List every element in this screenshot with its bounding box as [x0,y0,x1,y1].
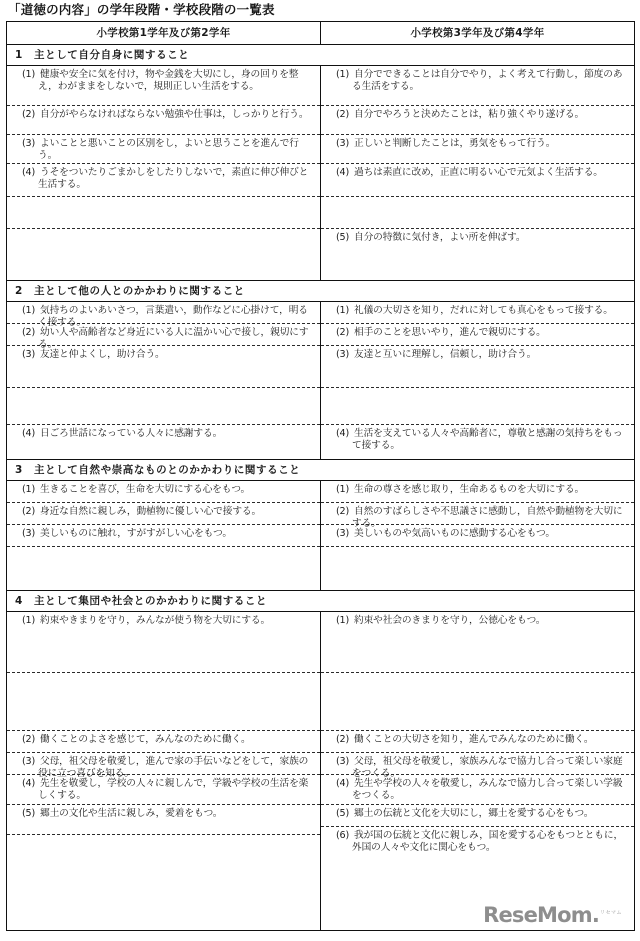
item-text: 生きることを喜び，生命を大切にする心をもつ。 [40,484,251,495]
item-number: (1) [22,69,35,80]
content-item [7,481,320,503]
item-number: (3) [336,756,349,767]
item-text: 先生や学校の人々を敬愛し，みんなで協力し合って楽しい学級をつくる。 [352,778,623,802]
item-number: (2) [22,109,35,120]
item-number: (1) [22,615,35,626]
item-number: (4) [22,428,35,439]
item-text: 父母，祖父母を敬愛し，進んで家の手伝いなどをして，家族の役に立つ喜びを知る。 [38,756,309,780]
section-3-right-column [321,481,635,591]
item-number: (4) [336,428,349,439]
item-number: (2) [336,734,349,745]
item-number: (4) [336,167,349,178]
content-item [7,346,320,388]
section-content-row [7,481,635,591]
item-text: 自分でできることは自分でやり，よく考えて行動し，節度のある生活をする。 [352,69,623,93]
section-3-left-column [7,481,321,591]
item-text: 約束や社会のきまりを守り，公徳心をもつ。 [354,615,546,626]
content-item [321,346,634,388]
item-number: (4) [22,167,35,178]
content-item [321,66,634,106]
section-heading-4: 4 主として集団や社会とのかかわりに関すること [7,591,635,612]
item-text: 正しいと判断したことは，勇気をもって行う。 [354,138,556,149]
item-text: 過ちは素直に改め，正直に明るい心で元気よく生活する。 [354,167,603,178]
content-item-spacer [7,835,320,930]
item-number: (3) [336,528,349,539]
item-text: 友達と仲よくし，助け合う。 [40,349,165,360]
item-text: 働くことのよさを感じて，みんなのために働く。 [40,734,251,745]
section-content-row [7,66,635,281]
content-item [7,775,320,805]
item-text: 身近な自然に親しみ，動植物に優しい心で接する。 [40,506,262,517]
item-number: (3) [22,349,35,360]
content-item-spacer [321,388,634,425]
content-item-spacer [321,547,634,590]
item-text: 我が国の伝統と文化に親しみ，国を愛する心をもつとともに，外国の人々や文化に関心をもつ。 [352,830,624,854]
content-item-spacer [7,229,320,280]
item-number: (3) [336,138,349,149]
item-number: (3) [22,138,35,149]
content-item-spacer [321,197,634,229]
item-stack [321,302,634,459]
watermark-ruby: リセマム [600,910,622,916]
item-text: 日ごろ世話になっている人々に感謝する。 [40,428,223,439]
item-text: 健康や安全に気を付け，物や金銭を大切にし，身の回りを整え，わがままをしないで，規則正しい生活をする。 [38,69,299,93]
item-text: 郷土の伝統と文化を大切にし，郷土を愛する心をもつ。 [354,808,594,819]
column-header-1: 小学校第1学年及び第2学年 [7,22,321,45]
content-item [321,164,634,197]
content-item [321,229,634,280]
item-number: (1) [22,305,35,316]
item-stack [7,66,320,280]
item-stack [321,612,634,930]
section-content-row [7,302,635,460]
item-number: (5) [336,232,349,243]
item-text: 働くことの大切さを知り，進んでみんなのために働く。 [354,734,594,745]
content-item [321,425,634,459]
content-item [321,324,634,346]
content-item [321,135,634,164]
content-item [321,481,634,503]
section-heading-2: 2 主として他の人とのかかわりに関すること [7,281,635,302]
item-number: (1) [22,484,35,495]
item-number: (2) [22,734,35,745]
item-number: (3) [22,528,35,539]
item-stack [7,302,320,459]
content-item [321,731,634,753]
content-item [7,525,320,547]
item-number: (4) [336,778,349,789]
item-text: 友達と互いに理解し，信頼し，助け合う。 [354,349,537,360]
content-item-spacer [7,388,320,425]
item-number: (2) [336,327,349,338]
content-item-spacer [7,547,320,590]
content-item [7,425,320,459]
item-text: 自分がやらなければならない勉強や仕事は，しっかりと行う。 [40,109,309,120]
content-item-spacer [7,197,320,229]
item-number: (3) [22,756,35,767]
item-number: (1) [336,615,349,626]
section-heading-row [7,591,635,612]
item-text: 郷土の文化や生活に親しみ，愛着をもつ。 [40,808,223,819]
content-item [321,503,634,530]
content-item [321,612,634,673]
item-text: 自分でやろうと決めたことは，粘り強くやり遂げる。 [354,109,585,120]
item-text: 父母，祖父母を敬愛し，家族みんなで協力し合って楽しい家庭をつくる。 [352,756,623,780]
content-item [7,612,320,673]
item-number: (2) [336,506,349,517]
section-1-right-column [321,66,635,281]
content-item [7,66,320,106]
item-stack [321,481,634,590]
content-item [7,503,320,525]
item-text: 美しいものや気高いものに感動する心をもつ。 [354,528,555,539]
item-text: 相手のことを思いやり，進んで親切にする。 [354,327,546,338]
item-stack [7,612,320,930]
section-content-row [7,612,635,931]
section-heading-row [7,45,635,66]
item-stack [321,66,634,280]
content-item [7,753,320,780]
section-1-left-column [7,66,321,281]
content-item [7,164,320,197]
item-text: 礼儀の大切さを知り，だれに対しても真心をもって接する。 [354,305,613,316]
section-4-left-column [7,612,321,931]
item-number: (2) [22,506,35,517]
content-item [7,805,320,835]
content-item [7,106,320,135]
item-number: (6) [336,830,349,841]
content-item-spacer [321,673,634,731]
content-item [321,106,634,135]
section-2-right-column [321,302,635,460]
item-text: 美しいものに触れ，すがすがしい心をもつ。 [40,528,232,539]
table-header-row [7,22,635,45]
item-number: (1) [336,69,349,80]
content-item [321,775,634,805]
item-number: (1) [336,305,349,316]
item-text: うそをついたりごまかしをしたりしないで，素直に伸び伸びと生活する。 [38,167,309,191]
content-item [7,135,320,164]
watermark-text: ReseMom. [483,903,600,927]
content-item [321,805,634,827]
content-item [321,753,634,780]
content-item [7,302,320,329]
item-text: 幼い人や高齢者など身近にいる人に温かい心で接し，親切にする。 [38,327,309,351]
item-number: (2) [22,327,35,338]
item-text: 先生を敬愛し，学校の人々に親しんで，学級や学校の生活を楽しくする。 [38,778,309,802]
item-number: (2) [336,109,349,120]
item-text: 生命の尊さを感じ取り，生命あるものを大切にする。 [354,484,585,495]
item-stack [7,481,320,590]
section-2-left-column [7,302,321,460]
section-4-right-column [321,612,635,931]
column-header-2: 小学校第3学年及び第4学年 [321,22,635,45]
item-number: (5) [336,808,349,819]
item-text: 気持ちのよいあいさつ，言葉遣い，動作などに心掛けて，明るく接する。 [38,305,308,329]
item-text: 自分の特徴に気付き，よい所を伸ばす。 [354,232,526,243]
content-item [321,302,634,324]
section-heading-1: 1 主として自分自身に関すること [7,45,635,66]
item-number: (4) [22,778,35,789]
content-item [7,731,320,753]
page-title: 「道徳の内容」の学年段階・学校段階の一覧表 [8,2,275,17]
item-text: よいことと悪いことの区別をし，よいと思うことを進んで行う。 [38,138,299,162]
resemom-watermark [483,903,622,927]
content-item [7,324,320,351]
item-number: (5) [22,808,35,819]
item-number: (1) [336,484,349,495]
item-text: 生活を支えている人々や高齢者に，尊敬と感謝の気持ちをもって接する。 [352,428,623,452]
item-text: 自然のすばらしさや不思議さに感動し，自然や動植物を大切にする。 [352,506,623,530]
section-heading-row [7,281,635,302]
section-heading-3: 3 主として自然や崇高なものとのかかわりに関すること [7,460,635,481]
item-text: 約束やきまりを守り，みんなが使う物を大切にする。 [40,615,271,626]
moral-education-matrix-table [6,21,635,931]
item-number: (3) [336,349,349,360]
content-item [321,525,634,547]
content-item-spacer [7,673,320,731]
section-heading-row [7,460,635,481]
